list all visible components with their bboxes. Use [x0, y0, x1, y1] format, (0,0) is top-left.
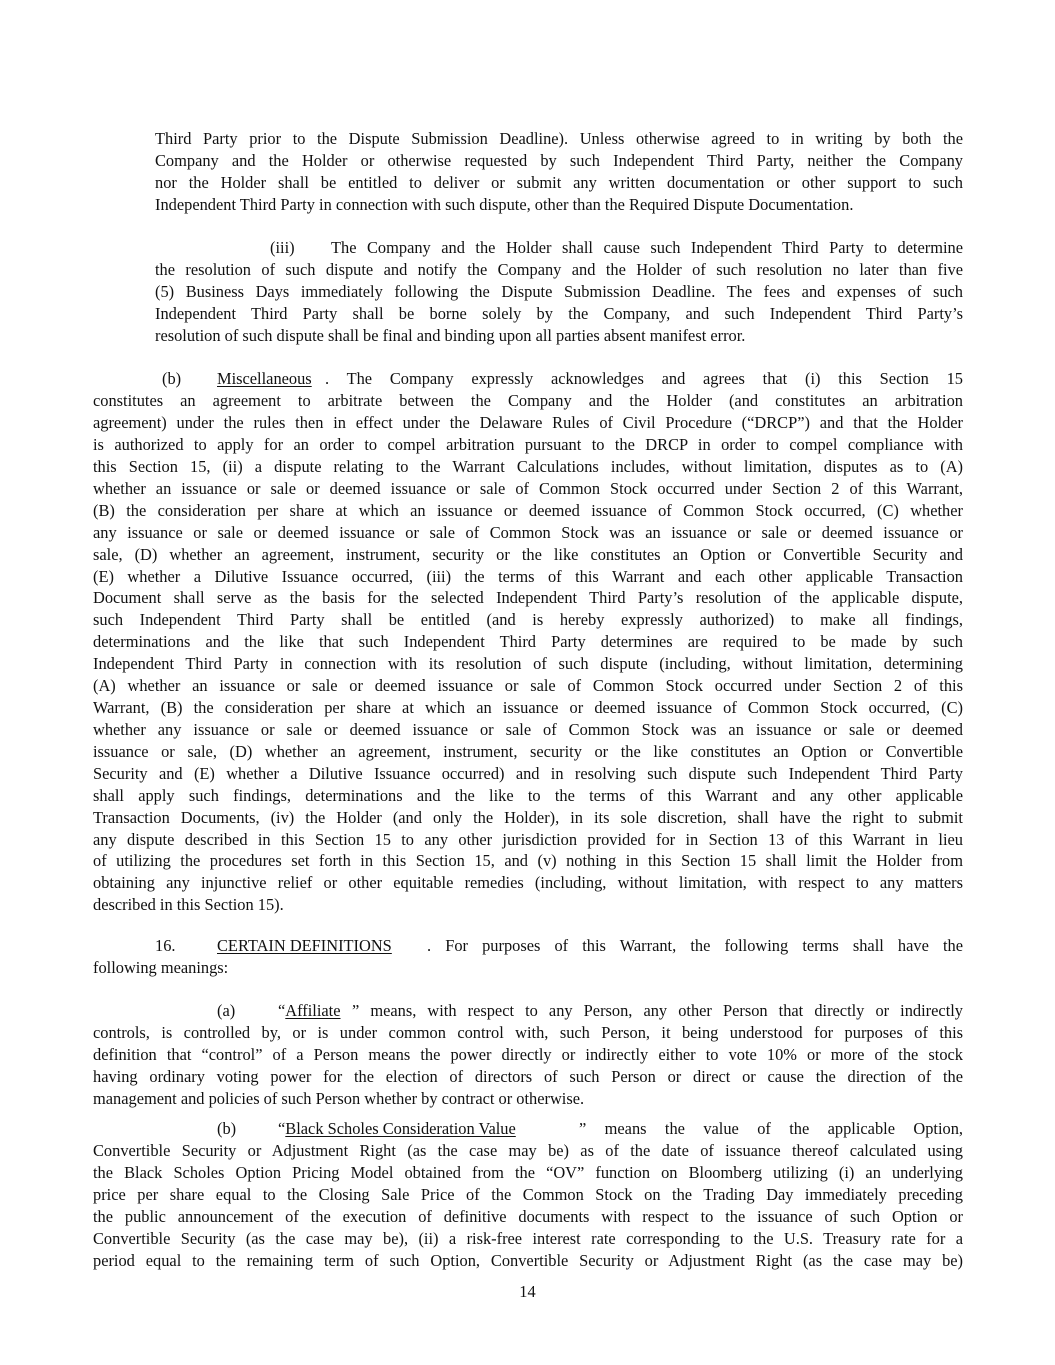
paragraph-line: period equal to the remaining term of such Option, Convertible Security or Adjustment Right (as the case may be) — [93, 1251, 963, 1270]
page-number: 14 — [519, 1282, 536, 1301]
section-number: 16. — [155, 936, 176, 955]
paragraph-line: shall apply such findings, determinations and the like to the terms of this Warrant and any other applicable — [93, 786, 963, 805]
definition-marker: (a) — [217, 1001, 236, 1020]
paragraph-line: following meanings: — [93, 958, 229, 977]
paragraph-line: controls, is controlled by, or is under common control with, such Person, it being understood for purposes of this — [93, 1023, 963, 1042]
clause-heading — [217, 368, 312, 390]
paragraph-line: this Section 15, (ii) a dispute relating to the Warrant Calculations includes, without limitation, disputes as to (A) — [93, 457, 963, 476]
clause-marker: (b) — [162, 369, 182, 388]
clause-first-line-text: The Company and the Holder shall cause such Independent Third Party to determine — [331, 238, 963, 257]
paragraph-line: whether an issuance or sale or deemed issuance or sale of Common Stock occurred under Section 2 of this Warrant, — [93, 479, 963, 498]
paragraph-line: management and policies of such Person whether by contract or otherwise. — [93, 1089, 585, 1108]
definition-first-line — [0, 1118, 1055, 1140]
paragraph-line: of utilizing the procedures set forth in this Section 15, and (v) nothing in this Section 15 shall limit the Holder from — [93, 851, 963, 870]
paragraph-line: Independent Third Party in connection with its resolution of such dispute (including, without limitation, determining — [93, 654, 963, 673]
paragraph-line: Security and (E) whether a Dilutive Issuance occurred) and in resolving such dispute such Independent Third Party — [93, 764, 963, 783]
paragraph-line: Transaction Documents, (iv) the Holder (and only the Holder), in its sole discretion, shall have the right to submit — [93, 808, 963, 827]
clause-first-line — [0, 237, 963, 259]
section-heading-line — [0, 935, 1055, 957]
definition-first-line-text: ” means, with respect to any Person, any other Person that directly or indirectly — [352, 1001, 963, 1020]
section-first-line-text: . For purposes of this Warrant, the following terms shall have the — [427, 936, 963, 955]
definition-first-line — [0, 1000, 1055, 1022]
paragraph-line: Independent Third Party shall be borne solely by the Company, and such Independent Third Party’s — [155, 304, 963, 323]
paragraph-line: the resolution of such dispute and notify the Company and the Holder of such resolution no later than five — [155, 260, 963, 279]
paragraph-line: the Black Scholes Option Pricing Model obtained from the “OV” function on Bloomberg utilizing (i) an underlying — [93, 1163, 963, 1182]
paragraph-line: agreement) under the rules then in effect under the Delaware Rules of Civil Procedure (“DRCP”) and that the Holder — [93, 413, 963, 432]
open-quote: “ — [278, 1001, 286, 1020]
paragraph-line: (A) whether an issuance or sale or deemed issuance or sale of Common Stock occurred under Section 2 of this — [93, 676, 963, 695]
paragraph-line: the public announcement of the execution of definitive documents with respect to the issuance of such Option or — [93, 1207, 963, 1226]
paragraph-line: price per share equal to the Closing Sale Price of the Common Stock on the Trading Day immediately preceding — [93, 1185, 963, 1204]
paragraph-line: Independent Third Party in connection with such dispute, other than the Required Dispute Documentation. — [155, 195, 854, 214]
clause-first-line — [0, 368, 1055, 390]
section-heading-text: CERTAIN DEFINITIONS — [217, 936, 392, 955]
definition-marker: (b) — [217, 1119, 237, 1138]
paragraph-line: (5) Business Days immediately following the Dispute Submission Deadline. The fees and expenses of such — [155, 282, 963, 301]
paragraph-line: issuance or sale, (D) whether an agreement, instrument, security or the like constitutes an Option or Convertible — [93, 742, 963, 761]
paragraph-line: sale, (D) whether an agreement, instrument, security or the like constitutes an Option or Convertible Security and — [93, 545, 963, 564]
paragraph-line: Warrant, (B) the consideration per share at which an issuance or deemed issuance of Common Stock occurred, (C) — [93, 698, 963, 717]
paragraph-line: having ordinary voting power for the election of directors of such Person or direct or cause the direction of the — [93, 1067, 963, 1086]
paragraph-line: is authorized to apply for an order to compel arbitration pursuant to the DRCP in order to compel compliance with — [93, 435, 963, 454]
paragraph-line: Convertible Security (as the case may be), (ii) a risk-free interest rate corresponding to the U.S. Treasury rate for a — [93, 1229, 963, 1248]
definition-term-text: Black Scholes Consideration Value — [285, 1119, 516, 1138]
paragraph-line: (B) the consideration per share at which an issuance or deemed issuance of Common Stock occurred, (C) whether — [93, 501, 963, 520]
paragraph-line: definition that “control” of a Person means the power directly or indirectly either to vote 10% or more of the stock — [93, 1045, 963, 1064]
paragraph-line: nor the Holder shall be entitled to deliver or submit any written documentation or other support to such — [155, 173, 963, 192]
paragraph-line: (E) whether a Dilutive Issuance occurred, (iii) the terms of this Warrant and each other applicable Transaction — [93, 567, 963, 586]
clause-marker: (iii) — [270, 238, 295, 257]
clause-first-line-text: . The Company expressly acknowledges and agrees that (i) this Section 15 — [325, 369, 963, 388]
definition-term-text: Affiliate — [285, 1001, 341, 1020]
paragraph-line: Company and the Holder or otherwise requested by such Independent Third Party, neither the Company — [155, 151, 963, 170]
paragraph-line: any issuance or sale or deemed issuance or sale of Common Stock was an issuance or sale or deemed issuance or — [93, 523, 963, 542]
paragraph-line: Third Party prior to the Dispute Submission Deadline). Unless otherwise agreed to in writing by both the — [155, 129, 963, 148]
paragraph-line: obtaining any injunctive relief or other equitable remedies (including, without limitation, with respect to any matters — [93, 873, 963, 892]
paragraph-line: Convertible Security or Adjustment Right (as the case may be) as of the date of issuance thereof calculated using — [93, 1141, 963, 1160]
paragraph-line: constitutes an agreement to arbitrate between the Company and the Holder (and constitutes an arbitration — [93, 391, 963, 410]
definition-term — [278, 1118, 516, 1140]
paragraph-line: such Independent Third Party shall be entitled (and is hereby expressly authorized) to make all findings, — [93, 610, 963, 629]
paragraph-line: described in this Section 15). — [93, 895, 284, 914]
definition-term — [278, 1000, 341, 1022]
paragraph-line: any dispute described in this Section 15 to any other jurisdiction provided for in Section 13 of this Warrant in lieu — [93, 830, 963, 849]
paragraph-line: determinations and the like that such Independent Third Party determines are required to be made by such — [93, 632, 963, 651]
paragraph-line: resolution of such dispute shall be final and binding upon all parties absent manifest error. — [155, 326, 746, 345]
open-quote: “ — [278, 1119, 286, 1138]
definition-first-line-text: ” means the value of the applicable Option, — [579, 1119, 963, 1138]
section-heading — [217, 935, 392, 957]
paragraph-line: whether any issuance or sale or deemed issuance or sale of Common Stock was an issuance or sale or deemed — [93, 720, 963, 739]
paragraph-line: Document shall serve as the basis for the selected Independent Third Party’s resolution of the applicable dispute, — [93, 588, 963, 607]
clause-heading-text: Miscellaneous — [217, 369, 312, 388]
